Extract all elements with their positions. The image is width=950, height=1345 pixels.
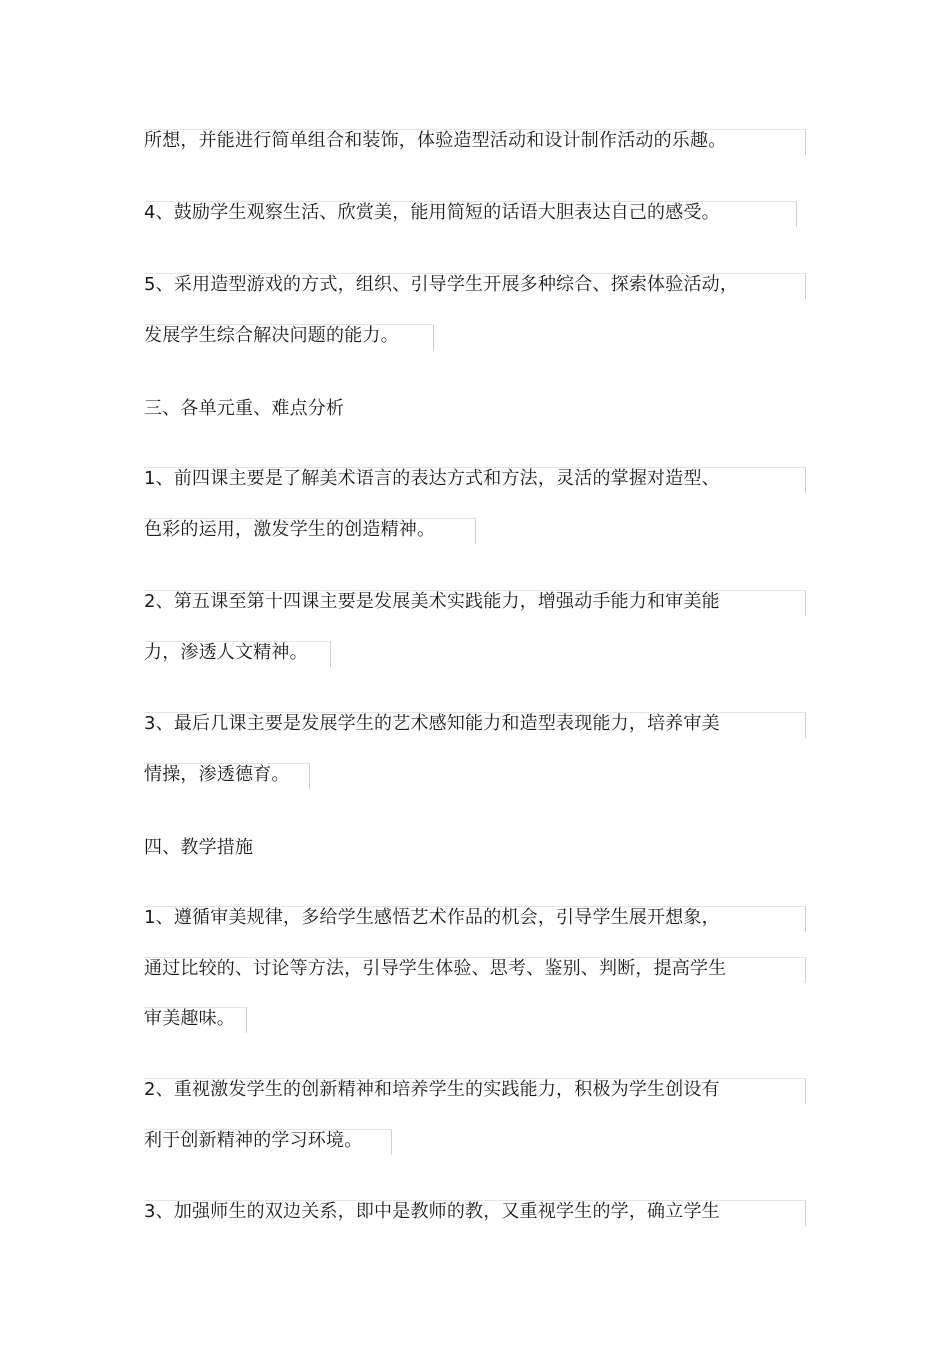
paragraph-line: 1、遵循审美规律，多给学生感悟艺术作品的机会，引导学生展开想象， [144, 907, 720, 928]
paragraph-line: 色彩的运用，激发学生的创造精神。 [144, 519, 436, 540]
section-heading: 三、各单元重、难点分析 [144, 398, 345, 419]
paragraph-line: 2、第五课至第十四课主要是发展美术实践能力，增强动手能力和审美能 [144, 591, 720, 612]
paragraph-line: 情操，渗透德育。 [144, 764, 290, 785]
paragraph-line: 通过比较的、讨论等方法，引导学生体验、思考、鉴别、判断，提高学生 [144, 958, 727, 979]
paragraph-line: 力，渗透人文精神。 [144, 642, 308, 663]
paragraph-line: 审美趣味。 [144, 1008, 235, 1029]
paragraph-line: 利于创新精神的学习环境。 [144, 1130, 363, 1151]
paragraph-line: 2、重视激发学生的创新精神和培养学生的实践能力，积极为学生创设有 [144, 1079, 720, 1100]
paragraph-line: 5、采用造型游戏的方式，组织、引导学生开展多种综合、探索体验活动， [144, 274, 739, 295]
section-heading: 四、教学措施 [144, 837, 254, 858]
paragraph-line: 4、鼓励学生观察生活、欣赏美，能用简短的话语大胆表达自己的感受。 [144, 202, 720, 223]
paragraph-line: 3、最后几课主要是发展学生的艺术感知能力和造型表现能力，培养审美 [144, 713, 720, 734]
paragraph-line: 1、前四课主要是了解美术语言的表达方式和方法，灵活的掌握对造型、 [144, 468, 720, 489]
paragraph-line: 所想，并能进行简单组合和装饰，体验造型活动和设计制作活动的乐趣。 [144, 130, 727, 151]
paragraph-line: 3、加强师生的双边关系，即中是教师的教，又重视学生的学，确立学生 [144, 1201, 720, 1222]
paragraph-line: 发展学生综合解决问题的能力。 [144, 325, 399, 346]
